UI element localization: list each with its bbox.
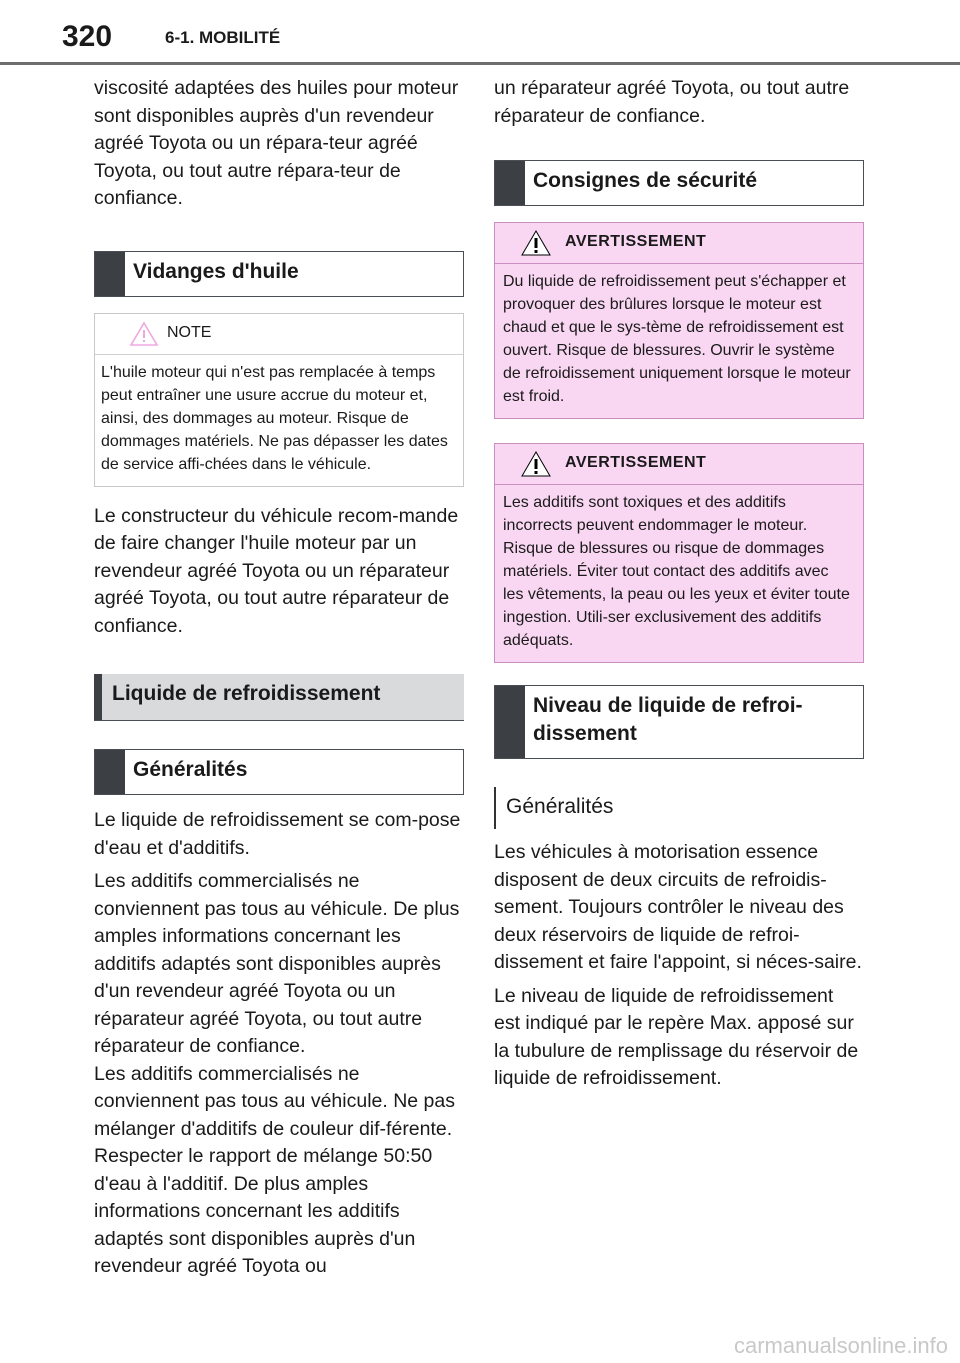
coolant-additives-paragraph: Les additifs commercialisés ne conviennent pas tous au véhicule. De plus amples informations concernant les additifs adaptés sont disponibles auprès d'un revendeur agréé Toyota ou un réparateur agréé Toyota, ou tout autre réparateur de confiance. [94,870,460,1057]
chapter-title: 6-1. MOBILITÉ [165,28,281,47]
section-heading-label: Vidanges d'huile [133,259,299,283]
warning-box-burns [494,222,864,419]
warning-box-additives [494,443,864,663]
warning-triangle-icon [521,230,551,261]
continued-paragraph: un réparateur agréé Toyota, ou tout autre réparateur de confiance. [494,77,850,127]
header-divider [0,62,960,65]
coolant-max-mark-paragraph: Le niveau de liquide de refroidissement est indiqué par le repère Max. apposé sur la tubulure de remplissage du réservoir de liquide de refroidissement. [494,984,859,1089]
coolant-mixing-paragraph: Les additifs commercialisés ne conviennent pas tous au véhicule. Ne pas mélanger d'additifs de couleur dif-férente. Respecter le rapport de mélange 50:50 d'eau à l'additif. De plus amples informations concernant les additifs adaptés sont disponibles auprès d'un revendeur agréé Toyota ou [94,1062,455,1277]
intro-paragraph: viscosité adaptées des huiles pour moteur sont disponibles auprès d'un revendeur agréé Toyota ou un répara-teur agréé Toyota, ou tout autre répara-teur de confiance. [94,77,459,209]
page-number: 320 [62,20,113,53]
warning-triangle-icon [521,451,551,482]
warning-text: Du liquide de refroidissement peut s'échapper et provoquer des brûlures lorsque le moteur est chaud et que le sys-tème de refroidissement est ouvert. Risque de blessures. Ouvrir le système de refroidissement uniquement lorsque le moteur est froid. [503,273,851,405]
warning-label: AVERTISSEMENT [565,454,707,471]
subsection-heading-general: Généralités [494,787,864,829]
page-header [0,0,960,66]
section-heading-label: Niveau de liquide de refroi-dissement [533,694,803,745]
section-heading-label: Consignes de sécurité [533,169,758,192]
warning-header [495,223,863,264]
section-heading-oil-change [94,251,464,297]
section-heading-label: Généralités [133,758,248,781]
section-heading-general [94,749,464,795]
right-column [494,75,864,1099]
note-label: NOTE [167,323,212,341]
watermark: carmanualsonline.info [733,1333,948,1358]
note-header [95,314,463,355]
section-heading-coolant [94,674,464,721]
oil-change-paragraph: Le constructeur du véhicule recom-mande de faire changer l'huile moteur par un revendeur agréé Toyota ou un réparateur agréé Toyota, ou tout autre réparateur de confiance. [94,504,459,637]
coolant-composition-paragraph: Le liquide de refroidissement se com-pose d'eau et d'additifs. [94,809,461,859]
section-heading-coolant-level [494,685,864,759]
note-text: L'huile moteur qui n'est pas remplacée à temps peut entraîner une usure accrue du moteur et, ainsi, des dommages au moteur. Risque de dommages matériels. Ne pas dépasser les dates de service affi-chées dans le véhicule. [101,363,448,473]
warning-label: AVERTISSEMENT [565,233,707,250]
section-heading-safety [494,160,864,206]
note-box [94,313,464,487]
warning-header [495,444,863,485]
warning-text: Les additifs sont toxiques et des additifs incorrects peuvent endommager le moteur. Risque de blessures ou risque de dommages matériels. Éviter tout contact des additifs avec les vêtements, la peau ou les yeux et éviter toute ingestion. Utili-ser exclusivement des additifs adéquats. [503,494,850,649]
section-heading-label: Liquide de refroidissement [112,682,381,705]
left-column [94,75,464,1287]
coolant-circuits-paragraph: Les véhicules à motorisation essence disposent de deux circuits de refroidis-sement. Toujours contrôler le niveau des deux réservoirs de liquide de refroi-dissement et faire l'appoint, si néces-saire. [494,841,862,973]
caution-outline-icon [129,321,159,352]
